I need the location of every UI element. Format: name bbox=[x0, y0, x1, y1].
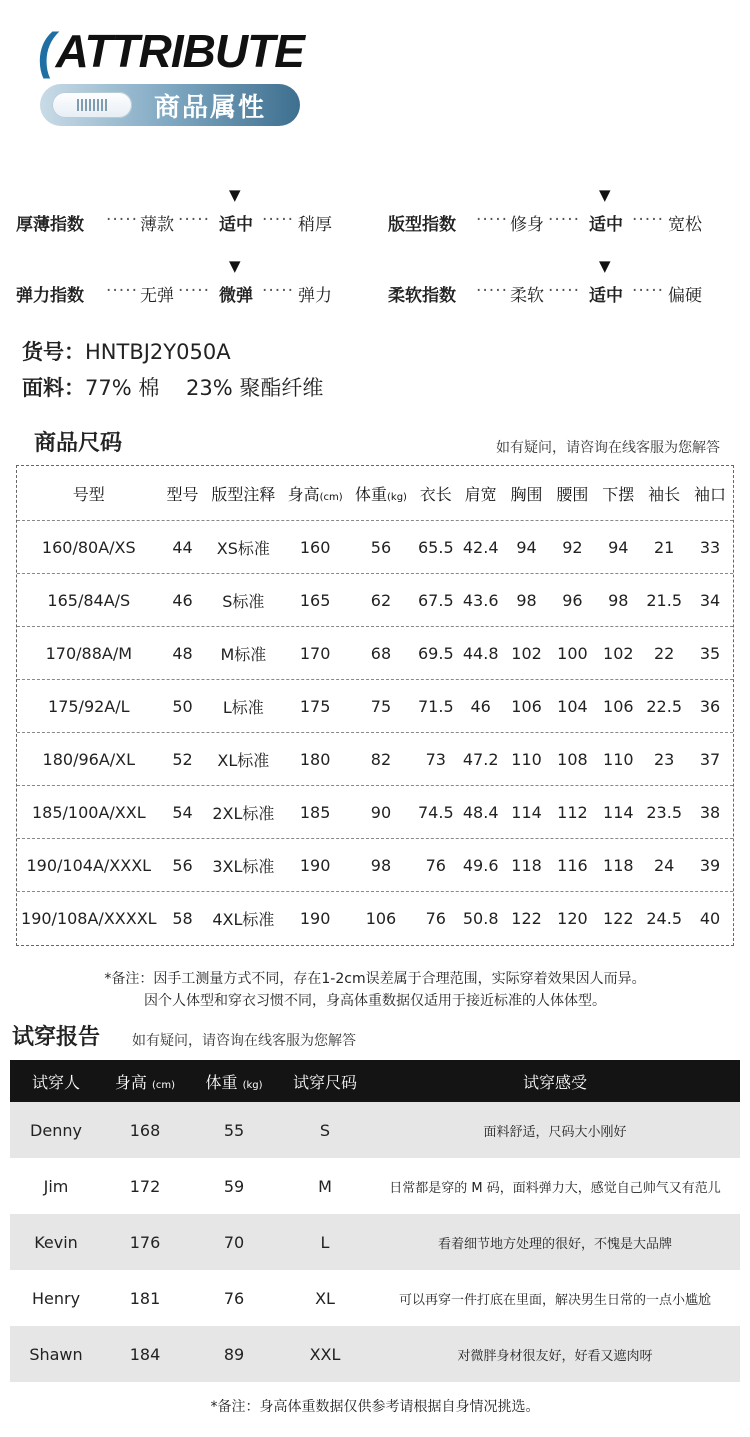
table-cell: 104 bbox=[557, 696, 588, 716]
table-row bbox=[10, 1102, 740, 1158]
table-cell: 50.8 bbox=[462, 909, 499, 928]
index-label: 版型指数 bbox=[388, 215, 456, 235]
table-cell: 24.5 bbox=[646, 909, 682, 928]
col-header: 版型注释 bbox=[211, 484, 276, 504]
table-cell: 40 bbox=[699, 909, 721, 928]
col-header-height: 身高 (cm) bbox=[114, 1072, 176, 1092]
table-cell: 46 bbox=[172, 590, 193, 610]
table-cell: 48 bbox=[172, 643, 193, 663]
table-cell: 面料舒适，尺码大小刚好 bbox=[483, 1124, 627, 1140]
table-cell: 160 bbox=[299, 537, 331, 557]
table-cell: 190/108A/XXXXL bbox=[21, 909, 157, 928]
table-cell: Shawn bbox=[29, 1344, 83, 1364]
table-cell: 33 bbox=[699, 537, 721, 557]
try-footnote: *备注：身高体重数据仅供参考请根据自身情况挑选。 bbox=[210, 1399, 540, 1415]
table-cell: 118 bbox=[603, 855, 634, 875]
table-cell: 102 bbox=[603, 643, 634, 663]
col-header-weight: 体重(kg) bbox=[354, 484, 407, 504]
col-header-weight: 体重 (kg) bbox=[205, 1072, 263, 1092]
table-cell: 114 bbox=[603, 802, 634, 822]
table-cell: 43.6 bbox=[462, 590, 499, 610]
index-option-selected: 微弹 bbox=[219, 286, 253, 306]
table-cell: 170/88A/M bbox=[45, 643, 133, 663]
table-cell: 日常都是穿的 M 码，面料弹力大，感觉自己帅气又有范儿 bbox=[389, 1180, 721, 1196]
table-cell: 165/84A/S bbox=[47, 590, 131, 610]
table-cell: 122 bbox=[511, 909, 542, 928]
table-cell: 89 bbox=[223, 1344, 245, 1364]
col-header: 袖长 bbox=[648, 484, 681, 504]
table-cell: 70 bbox=[223, 1232, 245, 1252]
index-option-selected: 适中 bbox=[589, 286, 623, 306]
table-cell: XL bbox=[315, 1288, 335, 1308]
index-option: 弹力 bbox=[298, 286, 332, 306]
table-cell: 37 bbox=[699, 749, 721, 769]
table-cell: Henry bbox=[31, 1288, 81, 1308]
table-cell: 44.8 bbox=[462, 643, 499, 663]
table-cell: 74.5 bbox=[418, 802, 454, 822]
table-cell: 55 bbox=[223, 1120, 245, 1140]
table-cell: 48.4 bbox=[462, 802, 499, 822]
table-cell: 94 bbox=[608, 537, 629, 557]
table-cell: 36 bbox=[699, 696, 721, 716]
table-cell: 24 bbox=[654, 855, 675, 875]
table-cell: 23 bbox=[654, 749, 675, 769]
table-cell: 165 bbox=[299, 590, 331, 610]
table-cell: 185 bbox=[299, 802, 331, 822]
selected-arrow-icon: ▼ bbox=[599, 257, 611, 275]
table-cell: 54 bbox=[172, 802, 193, 822]
col-header: 试穿感受 bbox=[522, 1072, 587, 1092]
size-footnote-2: 因个人体型和穿衣习惯不同，身高体重数据仅适用于接近标准的人体体型。 bbox=[144, 993, 606, 1009]
table-cell: 98 bbox=[608, 590, 629, 610]
table-cell: 62 bbox=[370, 590, 392, 610]
table-cell: 看着细节地方处理的很好，不愧是大品牌 bbox=[437, 1236, 672, 1252]
try-section-note: 如有疑问，请咨询在线客服为您解答 bbox=[132, 1033, 356, 1049]
table-cell: 52 bbox=[172, 749, 193, 769]
col-header: 下摆 bbox=[602, 484, 635, 504]
index-label: 厚薄指数 bbox=[16, 215, 84, 235]
table-cell: 42.4 bbox=[462, 537, 499, 557]
product-material-label: 面料： bbox=[22, 376, 85, 400]
table-cell: 102 bbox=[511, 643, 542, 663]
size-section-note: 如有疑问，请咨询在线客服为您解答 bbox=[496, 440, 720, 456]
table-cell: 22.5 bbox=[646, 696, 682, 716]
table-cell: 120 bbox=[557, 909, 588, 928]
table-cell: 96 bbox=[562, 590, 583, 610]
table-cell: 39 bbox=[699, 855, 721, 875]
table-row bbox=[10, 1214, 740, 1270]
table-cell: 3XL标准 bbox=[212, 856, 275, 876]
index-option: 稍厚 bbox=[298, 215, 332, 235]
table-row bbox=[17, 892, 733, 945]
table-cell: L标准 bbox=[222, 697, 264, 717]
product-code-line bbox=[22, 336, 231, 366]
table-cell: 100 bbox=[557, 643, 588, 663]
table-cell: 2XL标准 bbox=[212, 803, 275, 823]
table-cell: 56 bbox=[172, 855, 193, 875]
col-header: 型号 bbox=[166, 484, 199, 504]
table-cell: 168 bbox=[129, 1120, 161, 1140]
table-cell: XXL bbox=[309, 1344, 341, 1364]
table-cell: 94 bbox=[516, 537, 537, 557]
table-cell: 59 bbox=[223, 1176, 245, 1196]
table-cell: 190 bbox=[299, 909, 331, 928]
table-cell: 190/104A/XXXL bbox=[26, 855, 152, 875]
table-cell: XS标准 bbox=[216, 538, 270, 558]
table-cell: 76 bbox=[425, 855, 446, 875]
col-header: 袖口 bbox=[694, 484, 727, 504]
size-footnote-1: *备注：因手工测量方式不同，存在1-2cm误差属于合理范围，实际穿着效果因人而异。 bbox=[104, 971, 646, 987]
table-cell: 176 bbox=[129, 1232, 161, 1252]
col-header: 号型 bbox=[72, 484, 105, 504]
table-cell: 92 bbox=[562, 537, 583, 557]
table-cell: 181 bbox=[129, 1288, 161, 1308]
col-header-height: 身高(cm) bbox=[287, 484, 343, 504]
table-cell: 67.5 bbox=[418, 590, 454, 610]
table-row bbox=[17, 574, 733, 627]
table-cell: 68 bbox=[370, 643, 392, 663]
selected-arrow-icon: ▼ bbox=[599, 186, 611, 204]
table-cell: 98 bbox=[516, 590, 537, 610]
table-cell: 98 bbox=[370, 855, 392, 875]
table-cell: 172 bbox=[129, 1176, 161, 1196]
table-cell: 44 bbox=[172, 537, 193, 557]
brand-logo bbox=[38, 22, 304, 80]
index-option: 偏硬 bbox=[668, 286, 702, 306]
table-row bbox=[10, 1270, 740, 1326]
table-cell: 38 bbox=[699, 802, 721, 822]
table-row bbox=[17, 839, 733, 892]
table-cell: 112 bbox=[557, 802, 588, 822]
index-option: 修身 bbox=[510, 215, 544, 235]
section-pill bbox=[40, 84, 300, 126]
table-cell: 116 bbox=[557, 855, 588, 875]
col-header: 肩宽 bbox=[464, 484, 497, 504]
table-cell: 75 bbox=[370, 696, 392, 716]
table-cell: 71.5 bbox=[418, 696, 454, 716]
table-cell: 106 bbox=[511, 696, 542, 716]
table-cell: 73 bbox=[425, 749, 446, 769]
table-cell: 对微胖身材很友好，好看又遮肉呀 bbox=[457, 1348, 653, 1364]
table-row bbox=[17, 521, 733, 574]
table-cell: 82 bbox=[370, 749, 392, 769]
product-code-label: 货号： bbox=[22, 340, 85, 364]
table-cell: 175/92A/L bbox=[48, 696, 130, 716]
table-cell: L bbox=[320, 1232, 330, 1252]
index-option: 柔软 bbox=[510, 286, 544, 306]
col-header: 衣长 bbox=[419, 484, 452, 504]
index-option-selected: 适中 bbox=[219, 215, 253, 235]
table-cell: 34 bbox=[699, 590, 721, 610]
table-cell: 110 bbox=[511, 749, 542, 769]
product-material: 77% 棉 23% 聚酯纤维 bbox=[85, 376, 324, 400]
size-table-header bbox=[17, 466, 733, 521]
table-row bbox=[17, 680, 733, 733]
index-option: 薄款 bbox=[140, 215, 174, 235]
table-cell: XL标准 bbox=[217, 750, 270, 770]
table-row bbox=[10, 1158, 740, 1214]
table-cell: 180 bbox=[299, 749, 331, 769]
table-cell: 可以再穿一件打底在里面，解决男生日常的一点小尴尬 bbox=[398, 1292, 711, 1308]
table-cell: 76 bbox=[425, 909, 446, 928]
table-cell: 170 bbox=[299, 643, 331, 663]
table-row bbox=[17, 627, 733, 680]
try-section-title: 试穿报告 bbox=[12, 1025, 101, 1050]
table-cell: 56 bbox=[370, 537, 392, 557]
section-title-attributes: 商品属性 bbox=[154, 92, 267, 123]
size-section-title: 商品尺码 bbox=[34, 431, 123, 456]
selected-arrow-icon: ▼ bbox=[229, 257, 241, 275]
table-cell: 35 bbox=[699, 643, 721, 663]
brand-name: ATTRIBUTE bbox=[55, 25, 304, 77]
selected-arrow-icon: ▼ bbox=[229, 186, 241, 204]
index-option-selected: 适中 bbox=[589, 215, 623, 235]
table-cell: Jim bbox=[43, 1176, 69, 1196]
index-option: 无弹 bbox=[140, 286, 174, 306]
size-table bbox=[16, 465, 734, 946]
table-cell: 190 bbox=[299, 855, 331, 875]
table-cell: S标准 bbox=[222, 591, 265, 611]
table-cell: 50 bbox=[172, 696, 193, 716]
table-cell: M bbox=[318, 1176, 332, 1196]
table-cell: 106 bbox=[365, 909, 397, 928]
index-label: 弹力指数 bbox=[16, 286, 84, 306]
table-cell: 108 bbox=[557, 749, 588, 769]
table-cell: 122 bbox=[603, 909, 634, 928]
index-row-1: 厚薄指数 ····· 薄款 ····· ▼ 适中 ····· 稍厚 版型指数 ····· 修身 ····· ▼ 适中 ····· 宽松 bbox=[16, 186, 702, 235]
col-header: 试穿尺码 bbox=[292, 1072, 357, 1092]
table-cell: 185/100A/XXL bbox=[31, 802, 146, 822]
table-row bbox=[17, 786, 733, 839]
col-header: 试穿人 bbox=[31, 1072, 80, 1092]
table-cell: 69.5 bbox=[418, 643, 454, 663]
table-cell: 21.5 bbox=[646, 590, 682, 610]
table-cell: 90 bbox=[370, 802, 392, 822]
table-cell: M标准 bbox=[220, 644, 267, 664]
table-cell: 184 bbox=[129, 1344, 161, 1364]
col-header: 腰围 bbox=[556, 484, 589, 504]
table-cell: 180/96A/XL bbox=[42, 749, 136, 769]
table-cell: 175 bbox=[299, 696, 331, 716]
table-cell: 4XL标准 bbox=[212, 910, 275, 929]
product-material-line bbox=[22, 372, 323, 402]
col-header: 胸围 bbox=[510, 484, 543, 504]
table-cell: 21 bbox=[654, 537, 675, 557]
table-cell: Kevin bbox=[34, 1232, 78, 1252]
table-row bbox=[10, 1326, 740, 1382]
table-cell: 114 bbox=[511, 802, 542, 822]
table-cell: 58 bbox=[172, 909, 193, 928]
index-option: 宽松 bbox=[668, 215, 702, 235]
table-cell: 106 bbox=[603, 696, 634, 716]
table-cell: 65.5 bbox=[418, 537, 454, 557]
index-row-2: 弹力指数 ····· 无弹 ····· ▼ 微弹 ····· 弹力 柔软指数 ····· 柔软 ····· ▼ 适中 ····· 偏硬 bbox=[16, 257, 702, 306]
table-cell: 118 bbox=[511, 855, 542, 875]
table-cell: 76 bbox=[223, 1288, 245, 1308]
table-cell: 46 bbox=[470, 696, 491, 716]
product-code: HNTBJ2Y050A bbox=[85, 340, 231, 364]
table-cell: 22 bbox=[654, 643, 675, 663]
table-cell: Denny bbox=[30, 1120, 82, 1140]
table-cell: S bbox=[319, 1120, 331, 1140]
brand-paren: ( bbox=[38, 23, 54, 79]
table-row bbox=[17, 733, 733, 786]
index-label: 柔软指数 bbox=[388, 286, 456, 306]
table-cell: 49.6 bbox=[462, 855, 499, 875]
try-table-header bbox=[10, 1060, 740, 1102]
table-cell: 23.5 bbox=[646, 802, 682, 822]
table-cell: 110 bbox=[603, 749, 634, 769]
table-cell: 47.2 bbox=[462, 749, 499, 769]
table-cell: 160/80A/XS bbox=[41, 537, 136, 557]
try-table bbox=[10, 1060, 740, 1382]
pill-icon bbox=[52, 92, 132, 118]
